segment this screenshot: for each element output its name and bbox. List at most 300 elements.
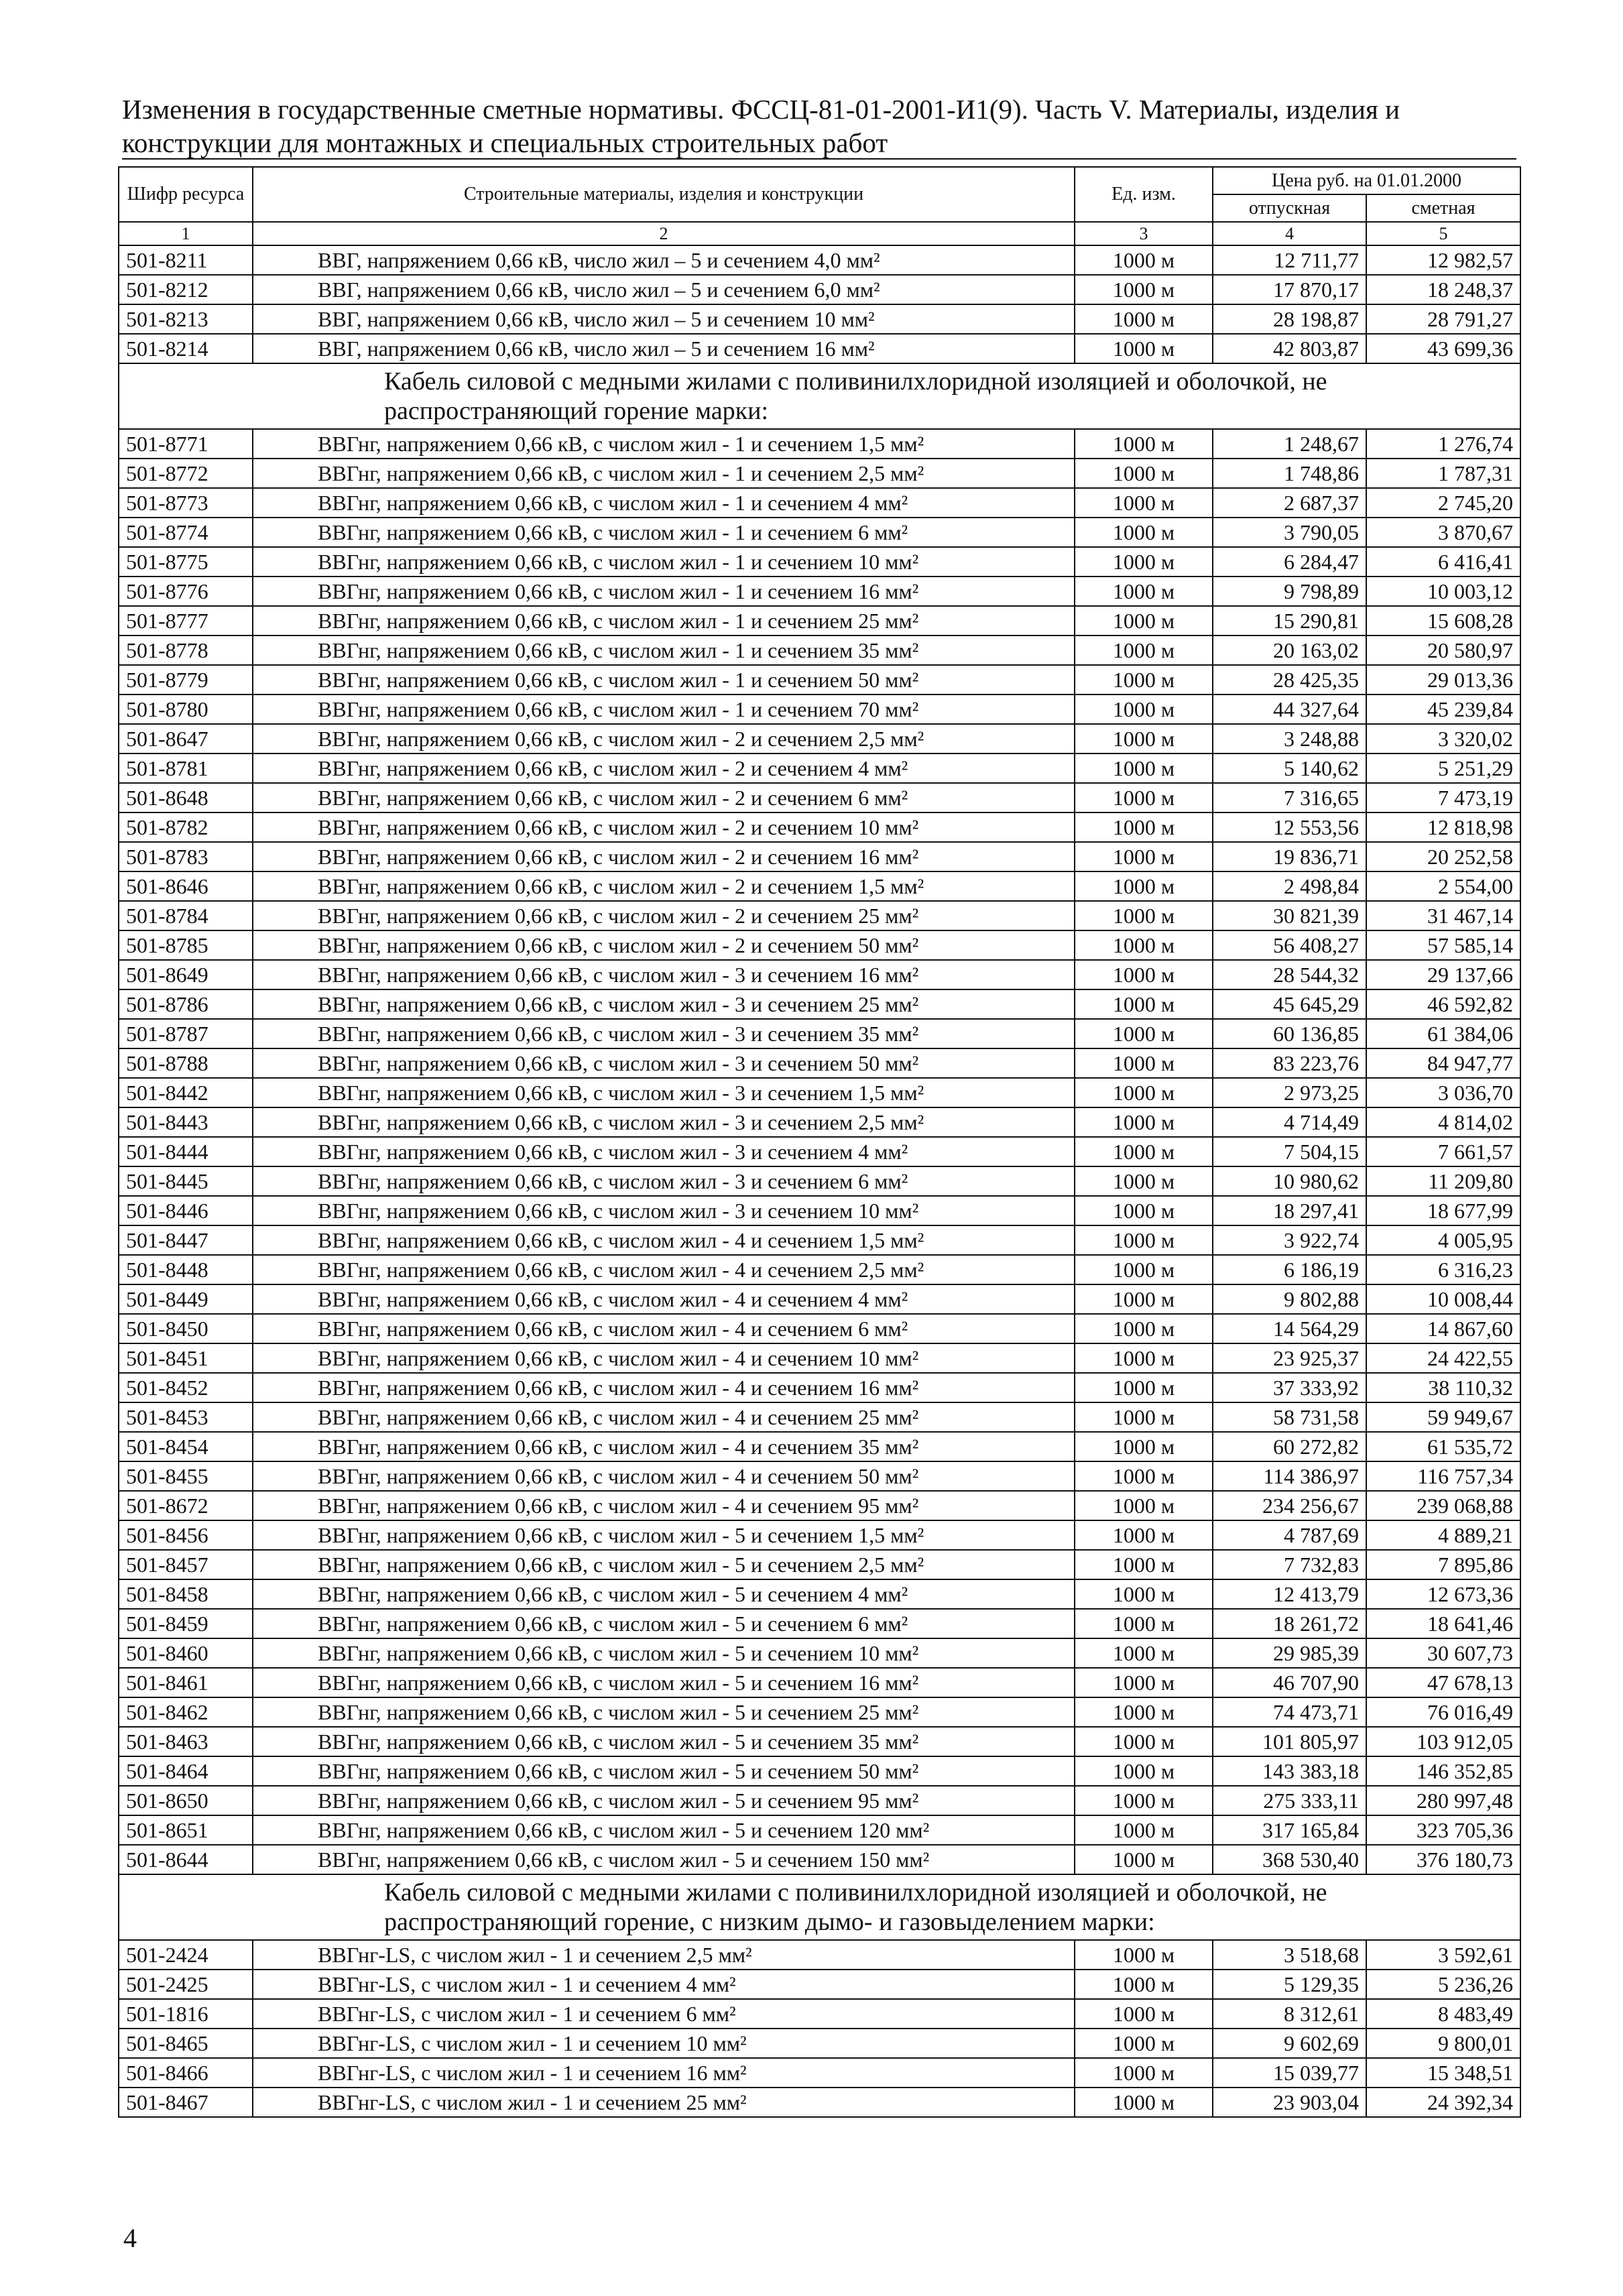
table-row (119, 1550, 1520, 1579)
unit-of-measure: 1000 м (1075, 2088, 1213, 2117)
resource-code: 501-2424 (119, 1940, 253, 1970)
estimate-price: 43 699,36 (1366, 334, 1520, 363)
release-price: 56 408,27 (1213, 930, 1366, 960)
table-row (119, 518, 1520, 547)
table-row (119, 1432, 1520, 1461)
estimate-price: 3 320,02 (1366, 724, 1520, 753)
resource-code: 501-8465 (119, 2029, 253, 2058)
release-price: 23 925,37 (1213, 1343, 1366, 1373)
unit-of-measure: 1000 м (1075, 1638, 1213, 1668)
material-name: ВВГнг, напряжением 0,66 кВ, с числом жил - 5 и сечением 50 мм² (253, 1756, 1075, 1786)
release-price: 7 732,83 (1213, 1550, 1366, 1579)
unit-of-measure: 1000 м (1075, 1078, 1213, 1107)
unit-of-measure: 1000 м (1075, 901, 1213, 930)
resource-code: 501-8466 (119, 2058, 253, 2088)
unit-of-measure: 1000 м (1075, 1166, 1213, 1196)
unit-of-measure: 1000 м (1075, 753, 1213, 783)
unit-of-measure: 1000 м (1075, 989, 1213, 1019)
resource-code: 501-8458 (119, 1579, 253, 1609)
material-name: ВВГнг-LS, с числом жил - 1 и сечением 10 мм² (253, 2029, 1075, 2058)
estimate-price: 7 473,19 (1366, 783, 1520, 812)
resource-code: 501-8446 (119, 1196, 253, 1225)
column-number-row (119, 222, 1520, 245)
unit-of-measure: 1000 м (1075, 518, 1213, 547)
resource-code: 501-8778 (119, 636, 253, 665)
header-name: Строительные материалы, изделия и конструкции (253, 167, 1075, 222)
unit-of-measure: 1000 м (1075, 1373, 1213, 1402)
section-cell (119, 363, 1520, 429)
resource-code: 501-8780 (119, 694, 253, 724)
estimate-price: 46 592,82 (1366, 989, 1520, 1019)
document-header: Изменения в государственные сметные нормативы. ФССЦ-81-01-2001-И1(9). Часть V. Материалы, изделия и конструкции для монтажных и специальных строительных работ (122, 94, 1400, 158)
resource-code: 501-8464 (119, 1756, 253, 1786)
resource-code: 501-8783 (119, 842, 253, 871)
table-row (119, 1668, 1520, 1697)
table-row (119, 842, 1520, 871)
release-price: 46 707,90 (1213, 1668, 1366, 1697)
table-row (119, 1491, 1520, 1520)
material-name: ВВГнг, напряжением 0,66 кВ, с числом жил - 5 и сечением 10 мм² (253, 1638, 1075, 1668)
estimate-price: 146 352,85 (1366, 1756, 1520, 1786)
table-row (119, 1756, 1520, 1786)
release-price: 29 985,39 (1213, 1638, 1366, 1668)
estimate-price: 116 757,34 (1366, 1461, 1520, 1491)
table-row (119, 1520, 1520, 1550)
resource-code: 501-8452 (119, 1373, 253, 1402)
material-name: ВВГнг, напряжением 0,66 кВ, с числом жил - 2 и сечением 16 мм² (253, 842, 1075, 871)
material-name: ВВГнг, напряжением 0,66 кВ, с числом жил - 1 и сечением 35 мм² (253, 636, 1075, 665)
unit-of-measure: 1000 м (1075, 1196, 1213, 1225)
material-name: ВВГнг, напряжением 0,66 кВ, с числом жил - 1 и сечением 50 мм² (253, 665, 1075, 694)
release-price: 2 973,25 (1213, 1078, 1366, 1107)
release-price: 28 544,32 (1213, 960, 1366, 989)
resource-code: 501-8467 (119, 2088, 253, 2117)
estimate-price: 323 705,36 (1366, 1815, 1520, 1845)
release-price: 368 530,40 (1213, 1845, 1366, 1874)
estimate-price: 2 745,20 (1366, 488, 1520, 518)
table-row (119, 960, 1520, 989)
resource-code: 501-2425 (119, 1970, 253, 1999)
estimate-price: 12 982,57 (1366, 245, 1520, 275)
resource-code: 501-8444 (119, 1137, 253, 1166)
material-name: ВВГнг, напряжением 0,66 кВ, с числом жил - 2 и сечением 1,5 мм² (253, 871, 1075, 901)
unit-of-measure: 1000 м (1075, 1284, 1213, 1314)
table-row (119, 1815, 1520, 1845)
release-price: 275 333,11 (1213, 1786, 1366, 1815)
material-name: ВВГнг, напряжением 0,66 кВ, с числом жил - 4 и сечением 95 мм² (253, 1491, 1075, 1520)
unit-of-measure: 1000 м (1075, 547, 1213, 577)
material-name: ВВГнг, напряжением 0,66 кВ, с числом жил - 2 и сечением 2,5 мм² (253, 724, 1075, 753)
table-row (119, 901, 1520, 930)
unit-of-measure: 1000 м (1075, 1255, 1213, 1284)
unit-of-measure: 1000 м (1075, 2029, 1213, 2058)
estimate-price: 10 008,44 (1366, 1284, 1520, 1314)
release-price: 23 903,04 (1213, 2088, 1366, 2117)
release-price: 83 223,76 (1213, 1048, 1366, 1078)
material-name: ВВГнг, напряжением 0,66 кВ, с числом жил - 2 и сечением 25 мм² (253, 901, 1075, 930)
resource-code: 501-8449 (119, 1284, 253, 1314)
estimate-price: 103 912,05 (1366, 1727, 1520, 1756)
resource-code: 501-8448 (119, 1255, 253, 1284)
table-row (119, 1940, 1520, 1970)
material-name: ВВГнг, напряжением 0,66 кВ, с числом жил - 3 и сечением 16 мм² (253, 960, 1075, 989)
table-row (119, 694, 1520, 724)
estimate-price: 280 997,48 (1366, 1786, 1520, 1815)
section-cell (119, 1874, 1520, 1940)
estimate-price: 4 005,95 (1366, 1225, 1520, 1255)
table-row (119, 1786, 1520, 1815)
section-title: Кабель силовой с медными жилами с поливинилхлоридной изоляцией и оболочкой, не распространяющий горение марки: (384, 367, 1327, 425)
resource-code: 501-8777 (119, 606, 253, 636)
material-name: ВВГ, напряжением 0,66 кВ, число жил – 5 и сечением 4,0 мм² (253, 245, 1075, 275)
release-price: 317 165,84 (1213, 1815, 1366, 1845)
resource-code: 501-8784 (119, 901, 253, 930)
estimate-price: 5 236,26 (1366, 1970, 1520, 1999)
estimate-price: 12 818,98 (1366, 812, 1520, 842)
estimate-price: 45 239,84 (1366, 694, 1520, 724)
estimate-price: 4 889,21 (1366, 1520, 1520, 1550)
material-name: ВВГнг, напряжением 0,66 кВ, с числом жил - 1 и сечением 1,5 мм² (253, 429, 1075, 459)
resource-code: 501-8647 (119, 724, 253, 753)
resource-code: 501-1816 (119, 1999, 253, 2029)
estimate-price: 24 392,34 (1366, 2088, 1520, 2117)
release-price: 2 498,84 (1213, 871, 1366, 901)
unit-of-measure: 1000 м (1075, 1845, 1213, 1874)
estimate-price: 8 483,49 (1366, 1999, 1520, 2029)
estimate-price: 20 580,97 (1366, 636, 1520, 665)
table-row (119, 429, 1520, 459)
material-name: ВВГнг, напряжением 0,66 кВ, с числом жил - 4 и сечением 25 мм² (253, 1402, 1075, 1432)
release-price: 15 290,81 (1213, 606, 1366, 636)
unit-of-measure: 1000 м (1075, 1432, 1213, 1461)
material-name: ВВГнг, напряжением 0,66 кВ, с числом жил - 4 и сечением 16 мм² (253, 1373, 1075, 1402)
table-row (119, 1019, 1520, 1048)
material-name: ВВГнг, напряжением 0,66 кВ, с числом жил - 1 и сечением 4 мм² (253, 488, 1075, 518)
section-row (119, 1874, 1520, 1940)
release-price: 17 870,17 (1213, 275, 1366, 304)
material-name: ВВГнг, напряжением 0,66 кВ, с числом жил - 2 и сечением 10 мм² (253, 812, 1075, 842)
material-name: ВВГнг, напряжением 0,66 кВ, с числом жил - 5 и сечением 6 мм² (253, 1609, 1075, 1638)
material-name: ВВГнг, напряжением 0,66 кВ, с числом жил - 5 и сечением 35 мм² (253, 1727, 1075, 1756)
table-row (119, 2058, 1520, 2088)
table-row (119, 1166, 1520, 1196)
page-number: 4 (123, 2223, 137, 2253)
estimate-price: 57 585,14 (1366, 930, 1520, 960)
release-price: 3 518,68 (1213, 1940, 1366, 1970)
material-name: ВВГнг, напряжением 0,66 кВ, с числом жил - 5 и сечением 4 мм² (253, 1579, 1075, 1609)
release-price: 5 129,35 (1213, 1970, 1366, 1999)
resource-code: 501-8454 (119, 1432, 253, 1461)
table-row (119, 636, 1520, 665)
table-row (119, 1048, 1520, 1078)
section-title: Кабель силовой с медными жилами с поливинилхлоридной изоляцией и оболочкой, не распространяющий горение, с низким дымо- и газовыделением марки: (384, 1878, 1327, 1936)
estimate-price: 24 422,55 (1366, 1343, 1520, 1373)
release-price: 101 805,97 (1213, 1727, 1366, 1756)
unit-of-measure: 1000 м (1075, 1550, 1213, 1579)
resource-code: 501-8771 (119, 429, 253, 459)
estimate-price: 9 800,01 (1366, 2029, 1520, 2058)
material-name: ВВГнг, напряжением 0,66 кВ, с числом жил - 3 и сечением 35 мм² (253, 1019, 1075, 1048)
material-name: ВВГнг, напряжением 0,66 кВ, с числом жил - 1 и сечением 16 мм² (253, 577, 1075, 606)
release-price: 5 140,62 (1213, 753, 1366, 783)
material-name: ВВГ, напряжением 0,66 кВ, число жил – 5 и сечением 16 мм² (253, 334, 1075, 363)
release-price: 18 297,41 (1213, 1196, 1366, 1225)
table-row (119, 1727, 1520, 1756)
release-price: 6 186,19 (1213, 1255, 1366, 1284)
estimate-price: 76 016,49 (1366, 1697, 1520, 1727)
unit-of-measure: 1000 м (1075, 1137, 1213, 1166)
estimate-price: 3 036,70 (1366, 1078, 1520, 1107)
estimate-price: 28 791,27 (1366, 304, 1520, 334)
resource-code: 501-8644 (119, 1845, 253, 1874)
unit-of-measure: 1000 м (1075, 960, 1213, 989)
table-row (119, 1373, 1520, 1402)
section-row (119, 363, 1520, 429)
table-row (119, 1196, 1520, 1225)
material-name: ВВГнг, напряжением 0,66 кВ, с числом жил - 4 и сечением 35 мм² (253, 1432, 1075, 1461)
resource-code: 501-8453 (119, 1402, 253, 1432)
release-price: 45 645,29 (1213, 989, 1366, 1019)
resource-code: 501-8461 (119, 1668, 253, 1697)
unit-of-measure: 1000 м (1075, 1019, 1213, 1048)
unit-of-measure: 1000 м (1075, 871, 1213, 901)
table-row (119, 1697, 1520, 1727)
material-name: ВВГнг, напряжением 0,66 кВ, с числом жил - 1 и сечением 6 мм² (253, 518, 1075, 547)
release-price: 4 714,49 (1213, 1107, 1366, 1137)
estimate-price: 14 867,60 (1366, 1314, 1520, 1343)
release-price: 14 564,29 (1213, 1314, 1366, 1343)
resource-code: 501-8648 (119, 783, 253, 812)
material-name: ВВГнг, напряжением 0,66 кВ, с числом жил - 4 и сечением 10 мм² (253, 1343, 1075, 1373)
estimate-price: 1 787,31 (1366, 459, 1520, 488)
material-name: ВВГнг, напряжением 0,66 кВ, с числом жил - 5 и сечением 25 мм² (253, 1697, 1075, 1727)
unit-of-measure: 1000 м (1075, 1815, 1213, 1845)
release-price: 60 272,82 (1213, 1432, 1366, 1461)
unit-of-measure: 1000 м (1075, 1048, 1213, 1078)
material-name: ВВГнг, напряжением 0,66 кВ, с числом жил - 4 и сечением 4 мм² (253, 1284, 1075, 1314)
unit-of-measure: 1000 м (1075, 1520, 1213, 1550)
header-estimate-price: сметная (1366, 194, 1520, 222)
resource-code: 501-8460 (119, 1638, 253, 1668)
release-price: 114 386,97 (1213, 1461, 1366, 1491)
material-name: ВВГнг-LS, с числом жил - 1 и сечением 4 мм² (253, 1970, 1075, 1999)
estimate-price: 11 209,80 (1366, 1166, 1520, 1196)
header-release-price: отпускная (1213, 194, 1366, 222)
table-row (119, 304, 1520, 334)
resource-code: 501-8773 (119, 488, 253, 518)
material-name: ВВГнг, напряжением 0,66 кВ, с числом жил - 2 и сечением 6 мм² (253, 783, 1075, 812)
unit-of-measure: 1000 м (1075, 812, 1213, 842)
estimate-price: 31 467,14 (1366, 901, 1520, 930)
unit-of-measure: 1000 м (1075, 1461, 1213, 1491)
release-price: 234 256,67 (1213, 1491, 1366, 1520)
unit-of-measure: 1000 м (1075, 1940, 1213, 1970)
resource-code: 501-8443 (119, 1107, 253, 1137)
table-row (119, 1845, 1520, 1874)
release-price: 74 473,71 (1213, 1697, 1366, 1727)
release-price: 28 198,87 (1213, 304, 1366, 334)
table-row (119, 606, 1520, 636)
unit-of-measure: 1000 м (1075, 577, 1213, 606)
release-price: 12 711,77 (1213, 245, 1366, 275)
header-code: Шифр ресурса (119, 167, 253, 222)
unit-of-measure: 1000 м (1075, 1343, 1213, 1373)
resource-code: 501-8459 (119, 1609, 253, 1638)
resource-code: 501-8462 (119, 1697, 253, 1727)
table-row (119, 459, 1520, 488)
resource-code: 501-8785 (119, 930, 253, 960)
resource-code: 501-8788 (119, 1048, 253, 1078)
unit-of-measure: 1000 м (1075, 1402, 1213, 1432)
unit-of-measure: 1000 м (1075, 1727, 1213, 1756)
resource-code: 501-8774 (119, 518, 253, 547)
unit-of-measure: 1000 м (1075, 1609, 1213, 1638)
unit-of-measure: 1000 м (1075, 1579, 1213, 1609)
resource-code: 501-8775 (119, 547, 253, 577)
release-price: 9 602,69 (1213, 2029, 1366, 2058)
table-row (119, 783, 1520, 812)
table-row (119, 1078, 1520, 1107)
material-name: ВВГнг, напряжением 0,66 кВ, с числом жил - 1 и сечением 2,5 мм² (253, 459, 1075, 488)
resource-code: 501-8782 (119, 812, 253, 842)
release-price: 1 748,86 (1213, 459, 1366, 488)
table-row (119, 724, 1520, 753)
table-header (119, 167, 1520, 245)
estimate-price: 38 110,32 (1366, 1373, 1520, 1402)
table-row (119, 1461, 1520, 1491)
resource-code: 501-8646 (119, 871, 253, 901)
resource-price-table (118, 166, 1521, 2118)
header-price-group: Цена руб. на 01.01.2000 (1213, 167, 1520, 194)
resource-code: 501-8445 (119, 1166, 253, 1196)
resource-code: 501-8456 (119, 1520, 253, 1550)
release-price: 30 821,39 (1213, 901, 1366, 930)
resource-code: 501-8672 (119, 1491, 253, 1520)
material-name: ВВГнг, напряжением 0,66 кВ, с числом жил - 5 и сечением 16 мм² (253, 1668, 1075, 1697)
release-price: 3 248,88 (1213, 724, 1366, 753)
unit-of-measure: 1000 м (1075, 1107, 1213, 1137)
unit-of-measure: 1000 м (1075, 1756, 1213, 1786)
estimate-price: 376 180,73 (1366, 1845, 1520, 1874)
unit-of-measure: 1000 м (1075, 1786, 1213, 1815)
unit-of-measure: 1000 м (1075, 724, 1213, 753)
table-row (119, 2088, 1520, 2117)
table-row (119, 245, 1520, 275)
release-price: 6 284,47 (1213, 547, 1366, 577)
unit-of-measure: 1000 м (1075, 930, 1213, 960)
release-price: 12 553,56 (1213, 812, 1366, 842)
unit-of-measure: 1000 м (1075, 1314, 1213, 1343)
estimate-price: 7 895,86 (1366, 1550, 1520, 1579)
material-name: ВВГнг, напряжением 0,66 кВ, с числом жил - 1 и сечением 10 мм² (253, 547, 1075, 577)
material-name: ВВГнг-LS, с числом жил - 1 и сечением 6 мм² (253, 1999, 1075, 2029)
unit-of-measure: 1000 м (1075, 1225, 1213, 1255)
release-price: 10 980,62 (1213, 1166, 1366, 1196)
resource-code: 501-8450 (119, 1314, 253, 1343)
resource-code: 501-8442 (119, 1078, 253, 1107)
resource-code: 501-8772 (119, 459, 253, 488)
table-row (119, 275, 1520, 304)
table-row (119, 1107, 1520, 1137)
release-price: 60 136,85 (1213, 1019, 1366, 1048)
column-number: 2 (253, 222, 1075, 245)
resource-code: 501-8651 (119, 1815, 253, 1845)
release-price: 3 790,05 (1213, 518, 1366, 547)
material-name: ВВГ, напряжением 0,66 кВ, число жил – 5 и сечением 10 мм² (253, 304, 1075, 334)
material-name: ВВГнг, напряжением 0,66 кВ, с числом жил - 4 и сечением 6 мм² (253, 1314, 1075, 1343)
estimate-price: 84 947,77 (1366, 1048, 1520, 1078)
release-price: 44 327,64 (1213, 694, 1366, 724)
table-row (119, 812, 1520, 842)
resource-code: 501-8455 (119, 1461, 253, 1491)
release-price: 20 163,02 (1213, 636, 1366, 665)
estimate-price: 29 013,36 (1366, 665, 1520, 694)
material-name: ВВГнг, напряжением 0,66 кВ, с числом жил - 3 и сечением 50 мм² (253, 1048, 1075, 1078)
unit-of-measure: 1000 м (1075, 636, 1213, 665)
release-price: 8 312,61 (1213, 1999, 1366, 2029)
column-number: 4 (1213, 222, 1366, 245)
table-row (119, 2029, 1520, 2058)
estimate-price: 15 348,51 (1366, 2058, 1520, 2088)
table-row (119, 1314, 1520, 1343)
material-name: ВВГнг-LS, с числом жил - 1 и сечением 25 мм² (253, 2088, 1075, 2117)
resource-code: 501-8451 (119, 1343, 253, 1373)
estimate-price: 12 673,36 (1366, 1579, 1520, 1609)
resource-code: 501-8212 (119, 275, 253, 304)
release-price: 18 261,72 (1213, 1609, 1366, 1638)
resource-code: 501-8779 (119, 665, 253, 694)
column-number: 5 (1366, 222, 1520, 245)
unit-of-measure: 1000 м (1075, 665, 1213, 694)
table-row (119, 989, 1520, 1019)
material-name: ВВГнг, напряжением 0,66 кВ, с числом жил - 4 и сечением 50 мм² (253, 1461, 1075, 1491)
release-price: 37 333,92 (1213, 1373, 1366, 1402)
table-row (119, 488, 1520, 518)
resource-code: 501-8457 (119, 1550, 253, 1579)
estimate-price: 5 251,29 (1366, 753, 1520, 783)
release-price: 42 803,87 (1213, 334, 1366, 363)
resource-code: 501-8447 (119, 1225, 253, 1255)
table-row (119, 1225, 1520, 1255)
table-row (119, 1402, 1520, 1432)
material-name: ВВГнг, напряжением 0,66 кВ, с числом жил - 5 и сечением 120 мм² (253, 1815, 1075, 1845)
estimate-price: 3 870,67 (1366, 518, 1520, 547)
unit-of-measure: 1000 м (1075, 459, 1213, 488)
table-row (119, 577, 1520, 606)
material-name: ВВГнг, напряжением 0,66 кВ, с числом жил - 3 и сечением 10 мм² (253, 1196, 1075, 1225)
table-row (119, 1579, 1520, 1609)
unit-of-measure: 1000 м (1075, 275, 1213, 304)
resource-code: 501-8649 (119, 960, 253, 989)
estimate-price: 7 661,57 (1366, 1137, 1520, 1166)
table-row (119, 1284, 1520, 1314)
material-name: ВВГнг, напряжением 0,66 кВ, с числом жил - 5 и сечением 150 мм² (253, 1845, 1075, 1874)
material-name: ВВГнг-LS, с числом жил - 1 и сечением 16 мм² (253, 2058, 1075, 2088)
release-price: 143 383,18 (1213, 1756, 1366, 1786)
table-row (119, 1609, 1520, 1638)
material-name: ВВГнг, напряжением 0,66 кВ, с числом жил - 2 и сечением 50 мм² (253, 930, 1075, 960)
estimate-price: 3 592,61 (1366, 1940, 1520, 1970)
table-row (119, 1970, 1520, 1999)
table-row (119, 1638, 1520, 1668)
material-name: ВВГнг, напряжением 0,66 кВ, с числом жил - 4 и сечением 2,5 мм² (253, 1255, 1075, 1284)
table-row (119, 1137, 1520, 1166)
table-body (119, 245, 1520, 2117)
estimate-price: 47 678,13 (1366, 1668, 1520, 1697)
column-number: 1 (119, 222, 253, 245)
material-name: ВВГнг, напряжением 0,66 кВ, с числом жил - 3 и сечением 1,5 мм² (253, 1078, 1075, 1107)
release-price: 2 687,37 (1213, 488, 1366, 518)
